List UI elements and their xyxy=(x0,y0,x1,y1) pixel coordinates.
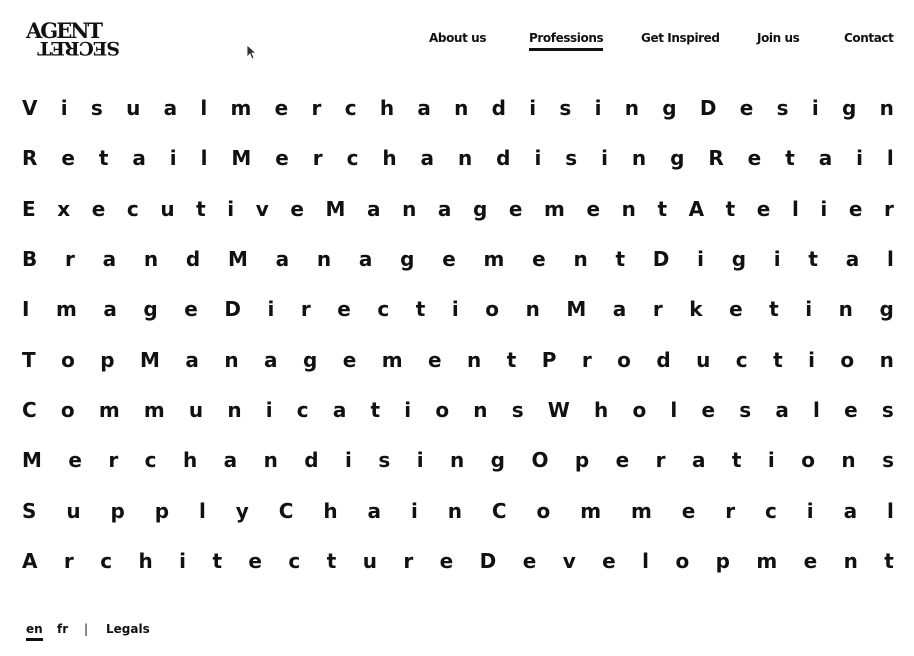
profession-letter: u xyxy=(188,398,204,422)
profession-letter: v xyxy=(255,197,269,221)
profession-letter: r xyxy=(108,448,119,472)
profession-letter: t xyxy=(785,146,795,170)
profession-letter: g xyxy=(490,448,505,472)
profession-letter: c xyxy=(100,549,113,573)
profession-letter: m xyxy=(756,549,778,573)
profession-letter: r xyxy=(655,448,666,472)
profession-letter: c xyxy=(126,197,139,221)
language-en-link[interactable]: en xyxy=(26,622,43,636)
profession-letter: e xyxy=(844,398,858,422)
profession-letter: s xyxy=(565,146,578,170)
profession-letter: n xyxy=(631,146,647,170)
profession-letter: r xyxy=(883,197,894,221)
profession-letter: y xyxy=(235,499,249,523)
profession-letter: W xyxy=(547,398,570,422)
profession-letter: n xyxy=(402,197,417,221)
profession-letter: e xyxy=(274,96,289,120)
profession-letter: i xyxy=(169,146,177,170)
nav-get-inspired[interactable]: Get Inspired xyxy=(641,31,720,45)
profession-letter: n xyxy=(449,448,465,472)
profession-letter: l xyxy=(200,146,208,170)
profession-letter: C xyxy=(278,499,294,523)
profession-letter: i xyxy=(529,96,537,120)
profession-letter: l xyxy=(642,549,650,573)
profession-letter: a xyxy=(185,348,199,372)
profession-letter: m xyxy=(580,499,602,523)
profession-letter: e xyxy=(848,197,863,221)
profession-letter: r xyxy=(65,247,75,271)
profession-letter: s xyxy=(739,398,752,422)
profession-letter: i xyxy=(227,197,235,221)
profession-letter: i xyxy=(820,197,828,221)
profession-letter: r xyxy=(312,146,323,170)
profession-letter: e xyxy=(337,297,351,321)
profession-letter: e xyxy=(602,549,616,573)
profession-letter: n xyxy=(525,297,540,321)
profession-letter: g xyxy=(879,297,894,321)
profession-letter: S xyxy=(22,499,37,523)
profession-letter: g xyxy=(302,348,318,372)
profession-letter: e xyxy=(803,549,818,573)
profession-letter: a xyxy=(818,146,833,170)
profession-letter: a xyxy=(102,247,117,271)
profession-letter: e xyxy=(508,197,523,221)
profession-row[interactable] xyxy=(22,247,894,273)
profession-letter: l xyxy=(200,96,208,120)
profession-letter: e xyxy=(290,197,304,221)
profession-letter: a xyxy=(417,96,431,120)
profession-letter: t xyxy=(725,197,736,221)
profession-letter: i xyxy=(60,96,68,120)
profession-letter: c xyxy=(377,297,390,321)
profession-letter: p xyxy=(715,549,730,573)
profession-letter: e xyxy=(532,247,546,271)
profession-letter: M xyxy=(231,146,252,170)
profession-letter: p xyxy=(154,499,170,523)
profession-letter: a xyxy=(163,96,178,120)
profession-letter: n xyxy=(473,398,488,422)
profession-letter: c xyxy=(296,398,309,422)
profession-letter: t xyxy=(326,549,337,573)
profession-letter: i xyxy=(404,398,412,422)
profession-letter: o xyxy=(60,398,75,422)
profession-letter: p xyxy=(110,499,125,523)
profession-row[interactable] xyxy=(22,197,894,223)
profession-letter: i xyxy=(179,549,187,573)
profession-letter: g xyxy=(472,197,488,221)
profession-letter: n xyxy=(879,348,894,372)
profession-row[interactable] xyxy=(22,96,894,122)
profession-letter: A xyxy=(688,197,705,221)
profession-letter: r xyxy=(725,499,736,523)
profession-letter: i xyxy=(594,96,602,120)
profession-letter: a xyxy=(264,348,278,372)
profession-row[interactable] xyxy=(22,146,894,172)
profession-letter: s xyxy=(559,96,572,120)
nav-professions[interactable]: Professions xyxy=(529,31,604,45)
nav-contact[interactable]: Contact xyxy=(844,31,894,45)
profession-letter: a xyxy=(843,499,858,523)
profession-letter: h xyxy=(182,448,198,472)
profession-letter: g xyxy=(143,297,158,321)
profession-letter: k xyxy=(689,297,703,321)
profession-letter: r xyxy=(403,549,414,573)
profession-letter: o xyxy=(632,398,647,422)
profession-letter: m xyxy=(98,398,120,422)
profession-letter: R xyxy=(708,146,724,170)
legals-link[interactable]: Legals xyxy=(106,622,150,636)
profession-letter: M xyxy=(566,297,587,321)
profession-letter: c xyxy=(765,499,777,523)
nav-about-us[interactable]: About us xyxy=(429,31,487,45)
profession-letter: a xyxy=(358,247,373,271)
profession-letter: e xyxy=(428,348,442,372)
profession-letter: d xyxy=(656,348,671,372)
profession-letter: r xyxy=(311,96,322,120)
profession-letter: i xyxy=(265,398,273,422)
profession-letter: a xyxy=(103,297,117,321)
profession-letter: c xyxy=(344,96,357,120)
profession-letter: l xyxy=(886,146,894,170)
profession-letter: n xyxy=(447,499,462,523)
profession-letter: i xyxy=(451,297,459,321)
profession-letter: m xyxy=(381,348,403,372)
profession-letter: i xyxy=(410,499,418,523)
profession-letter: u xyxy=(160,197,175,221)
profession-letter: t xyxy=(884,549,894,573)
profession-letter: g xyxy=(662,96,677,120)
profession-row[interactable] xyxy=(22,297,894,323)
profession-letter: a xyxy=(132,146,146,170)
profession-letter: t xyxy=(370,398,381,422)
profession-letter: e xyxy=(615,448,630,472)
profession-letter: n xyxy=(316,247,332,271)
profession-letter: c xyxy=(144,448,157,472)
profession-letter: n xyxy=(263,448,278,472)
profession-letter: I xyxy=(22,297,30,321)
profession-letter: i xyxy=(856,146,863,170)
profession-letter: d xyxy=(491,96,506,120)
profession-letter: t xyxy=(212,549,222,573)
profession-letter: p xyxy=(574,448,590,472)
profession-letter: O xyxy=(531,448,549,472)
nav-join-us[interactable]: Join us xyxy=(757,31,800,45)
profession-letter: l xyxy=(199,499,206,523)
profession-letter: n xyxy=(224,348,239,372)
profession-letter: e xyxy=(522,549,537,573)
profession-letter: M xyxy=(140,348,160,372)
profession-letter: e xyxy=(275,146,289,170)
profession-letter: R xyxy=(22,146,38,170)
profession-row[interactable] xyxy=(22,398,894,424)
profession-letter: v xyxy=(562,549,576,573)
profession-letter: u xyxy=(362,549,377,573)
footer-separator: | xyxy=(84,622,89,636)
profession-letter: m xyxy=(55,297,77,321)
mouse-cursor-icon xyxy=(246,44,256,60)
profession-letter: g xyxy=(670,146,685,170)
profession-letter: a xyxy=(845,247,860,271)
profession-letter: n xyxy=(841,448,856,472)
profession-letter: n xyxy=(624,96,639,120)
profession-letter: d xyxy=(185,247,201,271)
profession-letter: n xyxy=(621,197,636,221)
profession-letter: x xyxy=(57,197,71,221)
logo-bottom-text: SECRET xyxy=(38,37,120,59)
profession-letter: h xyxy=(379,96,395,120)
profession-letter: t xyxy=(657,197,668,221)
profession-letter: m xyxy=(143,398,165,422)
profession-letter: o xyxy=(536,499,551,523)
profession-letter: a xyxy=(223,448,238,472)
profession-letter: m xyxy=(630,499,652,523)
profession-letter: D xyxy=(699,96,717,120)
profession-letter: l xyxy=(813,398,820,422)
profession-letter: u xyxy=(126,96,141,120)
profession-letter: i xyxy=(773,247,781,271)
profession-letter: t xyxy=(98,146,109,170)
profession-letter: B xyxy=(22,247,38,271)
profession-letter: e xyxy=(91,197,106,221)
profession-letter: e xyxy=(248,549,262,573)
profession-letter: n xyxy=(454,96,469,120)
profession-letter: M xyxy=(325,197,346,221)
profession-letter: n xyxy=(573,247,588,271)
profession-row[interactable] xyxy=(22,499,894,525)
profession-letter: e xyxy=(701,398,716,422)
profession-letter: T xyxy=(22,348,36,372)
profession-letter: s xyxy=(882,448,894,472)
profession-letter: o xyxy=(435,398,450,422)
profession-letter: a xyxy=(612,297,627,321)
profession-row[interactable] xyxy=(22,448,894,474)
profession-letter: i xyxy=(808,348,815,372)
profession-letter: l xyxy=(670,398,678,422)
profession-letter: D xyxy=(652,247,670,271)
profession-letter: d xyxy=(496,146,511,170)
profession-letter: e xyxy=(739,96,754,120)
profession-letter: r xyxy=(652,297,663,321)
profession-letter: a xyxy=(367,197,381,221)
profession-letter: c xyxy=(735,348,748,372)
profession-letter: s xyxy=(881,398,894,422)
profession-letter: D xyxy=(224,297,241,321)
profession-letter: i xyxy=(416,448,424,472)
profession-letter: m xyxy=(230,96,252,120)
profession-letter: d xyxy=(304,448,319,472)
profession-letter: l xyxy=(886,247,894,271)
profession-letter: o xyxy=(840,348,855,372)
logo-top-text: AGENT xyxy=(26,18,102,43)
profession-letter: e xyxy=(747,146,762,170)
profession-letter: t xyxy=(615,247,625,271)
profession-letter: P xyxy=(541,348,557,372)
profession-letter: r xyxy=(300,297,311,321)
profession-letter: e xyxy=(756,197,771,221)
profession-letter: e xyxy=(68,448,82,472)
profession-letter: t xyxy=(769,297,779,321)
profession-letter: s xyxy=(90,96,103,120)
profession-letter: h xyxy=(323,499,338,523)
profession-letter: s xyxy=(776,96,789,120)
profession-letter: t xyxy=(731,448,742,472)
profession-letter: e xyxy=(729,297,743,321)
profession-letter: a xyxy=(332,398,347,422)
main-nav xyxy=(0,31,914,51)
language-fr-link[interactable]: fr xyxy=(57,622,69,636)
profession-letter: n xyxy=(838,297,853,321)
profession-letter: l xyxy=(791,197,799,221)
profession-letter: V xyxy=(22,96,38,120)
profession-letter: a xyxy=(691,448,706,472)
profession-letter: r xyxy=(581,348,592,372)
profession-letter: g xyxy=(400,247,415,271)
profession-letter: t xyxy=(196,197,206,221)
profession-letter: e xyxy=(184,297,198,321)
profession-letter: i xyxy=(805,297,813,321)
profession-letter: a xyxy=(437,197,452,221)
profession-letter: u xyxy=(66,499,81,523)
profession-letter: o xyxy=(675,549,690,573)
profession-letter: E xyxy=(22,197,36,221)
profession-letter: c xyxy=(288,549,301,573)
profession-letter: c xyxy=(346,146,359,170)
profession-row[interactable] xyxy=(22,348,894,374)
profession-letter: i xyxy=(345,448,352,472)
profession-letter: e xyxy=(586,197,601,221)
profession-letter: e xyxy=(342,348,357,372)
profession-letter: n xyxy=(457,146,473,170)
profession-letter: e xyxy=(681,499,696,523)
profession-letter: a xyxy=(275,247,290,271)
profession-letter: a xyxy=(420,146,435,170)
profession-letter: m xyxy=(544,197,565,221)
profession-letter: i xyxy=(601,146,608,170)
profession-letter: n xyxy=(227,398,242,422)
profession-letter: n xyxy=(467,348,482,372)
profession-letter: s xyxy=(378,448,391,472)
profession-letter: m xyxy=(483,247,505,271)
profession-letter: o xyxy=(61,348,75,372)
profession-letter: a xyxy=(367,499,382,523)
profession-letter: i xyxy=(534,146,542,170)
profession-row[interactable] xyxy=(22,549,894,575)
profession-letter: C xyxy=(491,499,507,523)
profession-letter: t xyxy=(506,348,517,372)
profession-letter: n xyxy=(843,549,858,573)
profession-letter: i xyxy=(697,247,704,271)
profession-letter: r xyxy=(63,549,74,573)
profession-letter: u xyxy=(696,348,711,372)
profession-letter: e xyxy=(439,549,454,573)
profession-letter: C xyxy=(22,398,37,422)
profession-letter: h xyxy=(382,146,397,170)
profession-letter: t xyxy=(415,297,426,321)
profession-letter: M xyxy=(22,448,42,472)
profession-letter: p xyxy=(100,348,115,372)
profession-letter: i xyxy=(811,96,819,120)
profession-letter: t xyxy=(808,247,818,271)
profession-letter: n xyxy=(143,247,159,271)
profession-letter: o xyxy=(801,448,815,472)
profession-letter: A xyxy=(22,549,38,573)
profession-letter: M xyxy=(227,247,248,271)
profession-letter: g xyxy=(731,247,747,271)
profession-letter: a xyxy=(775,398,789,422)
profession-letter: e xyxy=(61,146,75,170)
profession-letter: l xyxy=(887,499,894,523)
profession-letter: s xyxy=(511,398,524,422)
profession-letter: o xyxy=(485,297,500,321)
profession-letter: i xyxy=(767,448,775,472)
profession-letter: D xyxy=(479,549,497,573)
profession-letter: i xyxy=(806,499,814,523)
profession-letter: h xyxy=(594,398,609,422)
profession-letter: n xyxy=(879,96,894,120)
profession-letter: g xyxy=(841,96,857,120)
profession-letter: t xyxy=(773,348,783,372)
profession-letter: o xyxy=(617,348,631,372)
profession-letter: e xyxy=(442,247,456,271)
profession-letter: i xyxy=(267,297,275,321)
profession-letter: h xyxy=(138,549,153,573)
